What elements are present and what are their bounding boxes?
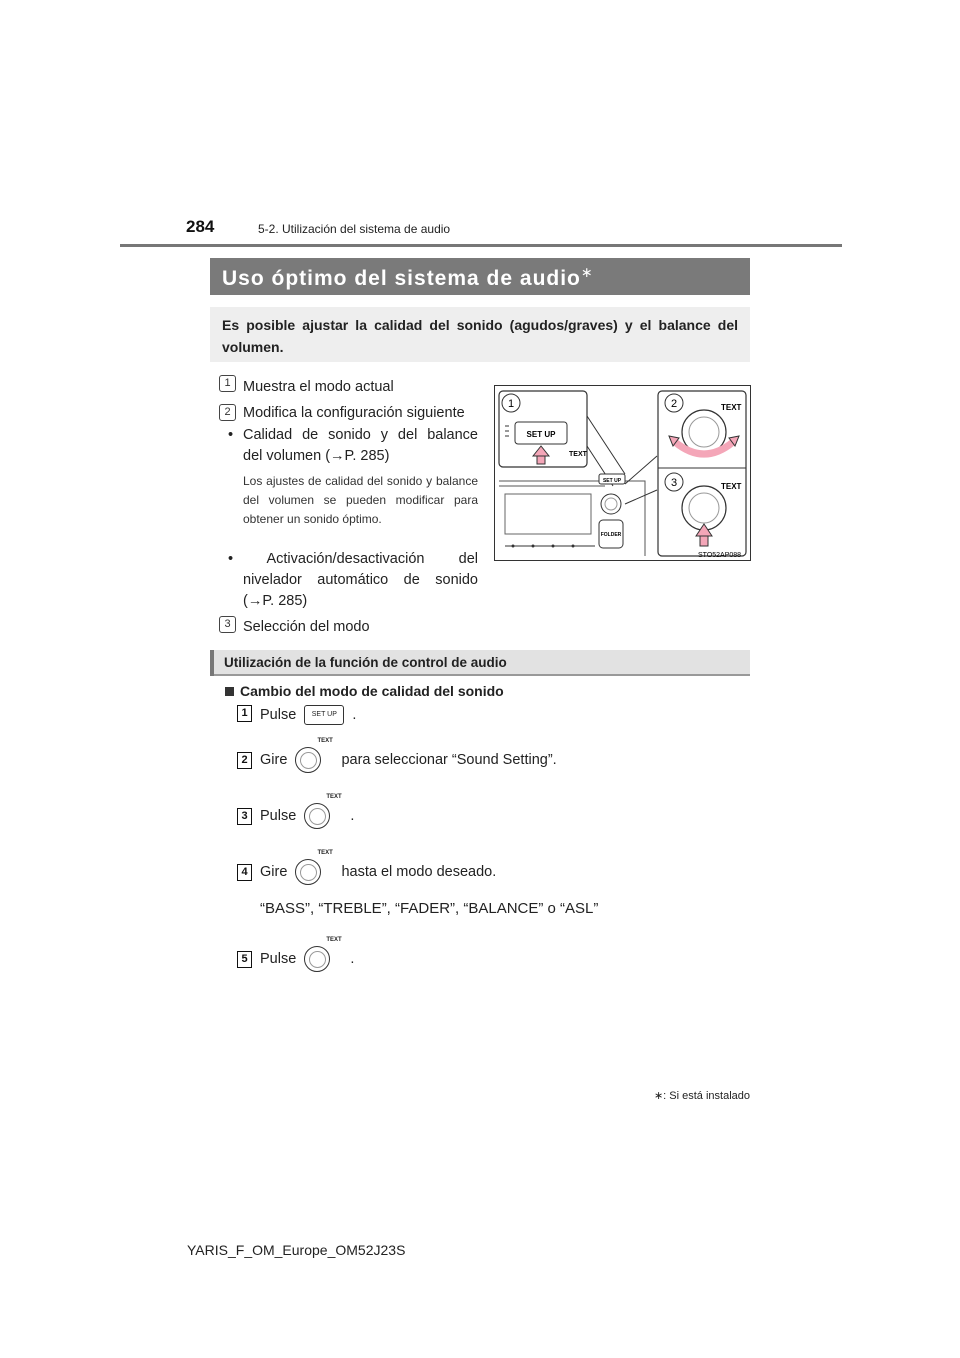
knob-text-label: TEXT [317,738,333,744]
document-id: YARIS_F_OM_Europe_OM52J23S [187,1242,406,1258]
step-number-2: 2 [237,752,252,769]
step-2 [260,738,557,775]
footnote-mark: ∗ [653,1090,664,1102]
step-3 [260,794,355,831]
step-1-pre: Pulse [260,706,297,723]
section-breadcrumb: 5-2. Utilización del sistema de audio [258,222,451,236]
step-4-post: hasta el modo deseado. [341,863,497,880]
step-number-3: 3 [237,808,252,825]
knob-text-label: TEXT [326,794,342,800]
tune-knob-icon [302,937,344,974]
bullet-1-line-1: • Calidad de sonido y del balance [228,427,478,443]
step-3-post: . [350,807,355,824]
fig-text-label-1: TEXT [569,451,587,458]
knob-text-label: TEXT [326,937,342,943]
step-5 [260,937,355,974]
step-number-1: 1 [237,705,252,722]
footnote-text: : Si está instalado [663,1090,750,1102]
bullet-2-line-3: (→P. 285) [243,593,308,609]
page-title [222,264,594,291]
setup-button-icon: SET UP [304,705,344,725]
fig-folder-label: FOLDER [600,532,622,538]
item-marker-1: 1 [219,375,236,392]
page-number: 284 [186,217,215,236]
item-3-text: Selección del modo [243,619,370,635]
bullet-1-note: Los ajustes de calidad del sonido y balance del volumen se pueden modificar para obtener un sonido óptimo. [243,474,478,526]
step-4-pre: Gire [260,863,288,880]
header-divider [120,244,842,247]
footnote [600,1089,750,1102]
fig-text-label-2: TEXT [721,403,742,412]
figure-code: STO52AP088 [698,552,742,559]
audio-panel-figure [494,385,751,561]
intro-text: Es posible ajustar la calidad del sonido (agudos/graves) y el balance del volumen. [222,317,738,355]
bullet-2-line-1: • Activación/desactivación del [228,551,478,567]
step-3-pre: Pulse [260,807,297,824]
step-2-pre: Gire [260,751,288,768]
fig-setup-label: SET UP [526,430,556,439]
subheading [225,683,504,699]
audio-panel-illustration [495,386,750,560]
step-1 [260,705,356,725]
step-2-post: para seleccionar “Sound Setting”. [341,751,557,768]
item-marker-3: 3 [219,616,236,633]
tune-knob-icon [293,850,335,887]
knob-text-label: TEXT [317,850,333,856]
tune-knob-icon [302,794,344,831]
installed-mark: ∗ [580,264,594,280]
callout-2-number: 2 [670,398,678,410]
step-4-modes: “BASS”, “TREBLE”, “FADER”, “BALANCE” o “ASL” [260,900,599,917]
step-1-post: . [352,706,357,723]
bullet-1-line-2: del volumen (→P. 285) [243,448,390,464]
fig-setup-small: SET UP [602,478,622,484]
callout-1-number: 1 [507,398,515,410]
bullet-2-line-2: nivelador automático de sonido [243,572,478,588]
subheading-text: Cambio del modo de calidad del sonido [240,683,504,699]
fig-text-label-3: TEXT [721,482,742,491]
item-2-text: Modifica la configuración siguiente [243,405,465,421]
square-bullet-icon [225,687,234,696]
subsection-title: Utilización de la función de control de audio [224,655,507,670]
step-4 [260,850,497,887]
step-number-5: 5 [237,951,252,968]
step-5-post: . [350,950,355,967]
item-marker-2: 2 [219,404,236,421]
step-number-4: 4 [237,864,252,881]
item-1-text: Muestra el modo actual [243,379,394,395]
page-title-text: Uso óptimo del sistema de audio [222,267,581,290]
tune-knob-icon [293,738,335,775]
subsection-bar-edge [210,650,214,676]
callout-3-number: 3 [670,477,678,489]
step-5-pre: Pulse [260,950,297,967]
